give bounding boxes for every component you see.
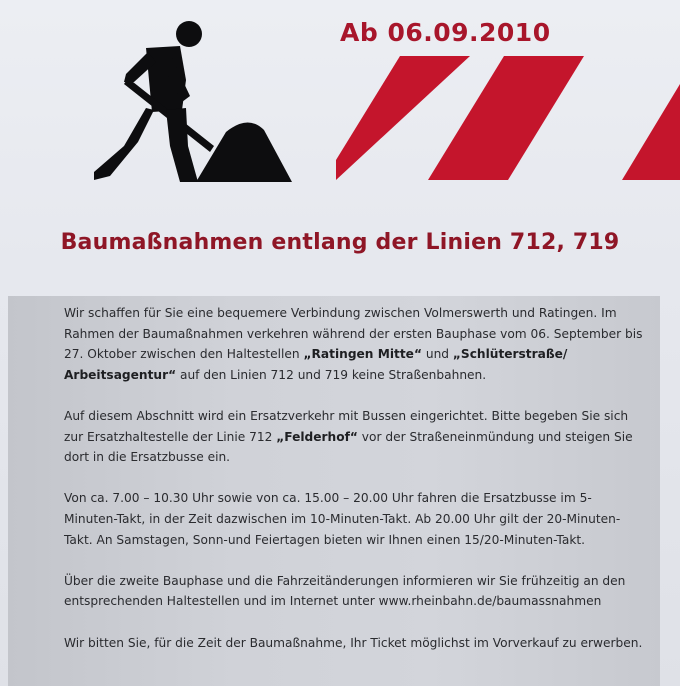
- paragraph-tickets: Wir bitten Sie, für die Zeit der Baumaßnahme, Ihr Ticket möglichst im Vorverkauf zu erwerben.: [64, 635, 643, 650]
- effective-date: Ab 06.09.2010: [340, 18, 551, 47]
- text-span: Auf diesem Abschnitt wird ein Ersatzverkehr mit Bussen eingerichtet. Bitte begeben Sie sich zur Ersatzhaltestelle der Linie 712: [64, 408, 629, 444]
- text-span: vor der Straßeneinmündung und steigen Sie dort in die Ersatzbusse ein.: [64, 429, 633, 465]
- text-span: Wir schaffen für Sie eine bequemere Verbindung zwischen Volmerswerth und Ratingen. Im Rahmen der Baumaßnahmen verkehren während der ersten Bauphase vom 06. September bis 27. Oktober zwischen den Haltestellen: [64, 306, 643, 362]
- notice-body: [64, 303, 644, 674]
- paragraph-closure: [64, 303, 644, 385]
- text-span: und: [421, 347, 453, 362]
- construction-worker-icon: [86, 18, 296, 188]
- text-span: auf den Linien 712 und 719 keine Straßenbahnen.: [176, 367, 487, 382]
- paragraph-replacement: [64, 406, 644, 468]
- stop-ratingen-mitte: „Ratingen Mitte“: [303, 347, 422, 362]
- stop-schlueterstrasse: „Schlüterstraße/ Arbeitsagentur“: [64, 347, 568, 382]
- stop-felderhof: „Felderhof“: [276, 429, 358, 444]
- paragraph-timetable: Von ca. 7.00 – 10.30 Uhr sowie von ca. 15.00 – 20.00 Uhr fahren die Ersatzbusse im 5-Minuten-Takt, in der Zeit dazwischen im 10-Minuten-Takt. Ab 20.00 Uhr gilt der 20-Minuten-Takt. An Samstagen, Sonn-und Feiertagen bieten wir Ihnen einen 15/20-Minuten-Takt.: [64, 491, 621, 547]
- hazard-stripes: [336, 56, 680, 180]
- paragraph-phase-two: Über die zweite Bauphase und die Fahrzeitänderungen informieren wir Sie frühzeitig an den entsprechenden Haltestellen und im Internet unter www.rheinbahn.de/baumassnahmen: [64, 573, 626, 609]
- page-title: Baumaßnahmen entlang der Linien 712, 719: [60, 230, 620, 255]
